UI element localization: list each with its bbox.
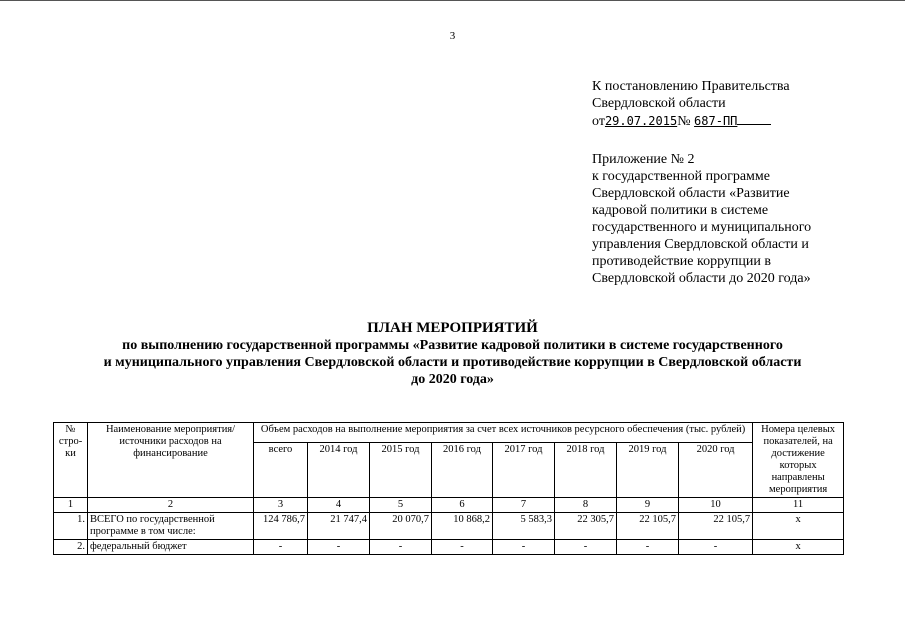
row-value: 5 583,3 <box>493 513 555 540</box>
column-number: 3 <box>254 498 308 513</box>
appendix-line: управления Свердловской области и <box>592 237 809 252</box>
column-number: 2 <box>88 498 254 513</box>
approval-block <box>592 78 790 130</box>
row-value: 22 305,7 <box>555 513 617 540</box>
plan-title-main: ПЛАН МЕРОПРИЯТИЙ <box>367 320 538 336</box>
appendix-line: Свердловской области до 2020 года» <box>592 271 811 286</box>
approval-line-2: Свердловской области <box>592 96 726 111</box>
approval-line-1: К постановлению Правительства <box>592 79 790 94</box>
column-number: 1 <box>54 498 88 513</box>
plan-title-line: до 2020 года» <box>411 372 494 387</box>
column-number: 4 <box>308 498 370 513</box>
row-value: - <box>254 540 308 555</box>
header-expenses: Объем расходов на выполнение мероприятия за счет всех источников ресурсного обеспечения (тыс. рублей) <box>254 423 753 443</box>
row-value: - <box>370 540 432 555</box>
column-number: 9 <box>617 498 679 513</box>
plan-title-line: и муниципального управления Свердловской области и противодействие коррупции в Свердловской области <box>103 355 802 370</box>
appendix-line: государственного и муниципального <box>592 220 812 235</box>
row-number: 1. <box>54 513 88 540</box>
row-value: - <box>308 540 370 555</box>
approval-date: 29.07.2015 <box>604 114 678 128</box>
column-number: 8 <box>555 498 617 513</box>
row-value: 22 105,7 <box>617 513 679 540</box>
header-year: 2018 год <box>555 443 617 498</box>
page-number: 3 <box>449 30 456 42</box>
table-header-row <box>54 423 844 443</box>
header-year: 2020 год <box>679 443 753 498</box>
appendix-line: к государственной программе <box>592 169 770 184</box>
row-value: - <box>679 540 753 555</box>
row-value: 22 105,7 <box>679 513 753 540</box>
row-value: - <box>555 540 617 555</box>
top-rule <box>0 0 905 1</box>
appendix-line: Свердловской области «Развитие <box>592 186 790 201</box>
approval-date-line <box>592 112 790 130</box>
column-number: 7 <box>493 498 555 513</box>
column-number: 5 <box>370 498 432 513</box>
row-targets: х <box>753 513 844 540</box>
row-value: 10 868,2 <box>432 513 493 540</box>
appendix-line: Приложение № 2 <box>592 152 695 167</box>
header-targets: Номера целевых показателей, на достижение которых направлены мероприятия <box>753 423 844 498</box>
row-value: 21 747,4 <box>308 513 370 540</box>
column-number: 6 <box>432 498 493 513</box>
row-number: 2. <box>54 540 88 555</box>
plan-title-line: по выполнению государственной программы «Развитие кадровой политики в системе государственного <box>122 338 783 353</box>
header-total: всего <box>254 443 308 498</box>
number-sign: № <box>677 114 691 129</box>
row-value: - <box>617 540 679 555</box>
row-name: ВСЕГО по государственной программе в том числе: <box>88 513 254 540</box>
row-value: - <box>493 540 555 555</box>
row-value: 20 070,7 <box>370 513 432 540</box>
row-targets: х <box>753 540 844 555</box>
plan-title <box>0 320 905 388</box>
column-number: 10 <box>679 498 753 513</box>
row-value: 124 786,7 <box>254 513 308 540</box>
row-name: федеральный бюджет <box>88 540 254 555</box>
approval-number: 687-ПП <box>694 114 738 128</box>
table-row <box>54 513 844 540</box>
column-number: 11 <box>753 498 844 513</box>
appendix-block <box>592 151 811 287</box>
header-year: 2016 год <box>432 443 493 498</box>
appendix-line: противодействие коррупции в <box>592 254 771 269</box>
header-row-no: № стро-ки <box>54 423 88 498</box>
column-number-row <box>54 498 844 513</box>
number-underline <box>737 112 771 125</box>
header-year: 2015 год <box>370 443 432 498</box>
row-value: - <box>432 540 493 555</box>
plan-table <box>53 422 844 555</box>
table-row <box>54 540 844 555</box>
appendix-line: кадровой политики в системе <box>592 203 769 218</box>
header-year: 2014 год <box>308 443 370 498</box>
header-name: Наименование мероприятия/источники расходов на финансирование <box>88 423 254 498</box>
header-year: 2019 год <box>617 443 679 498</box>
header-year: 2017 год <box>493 443 555 498</box>
date-prefix: от <box>592 114 605 129</box>
